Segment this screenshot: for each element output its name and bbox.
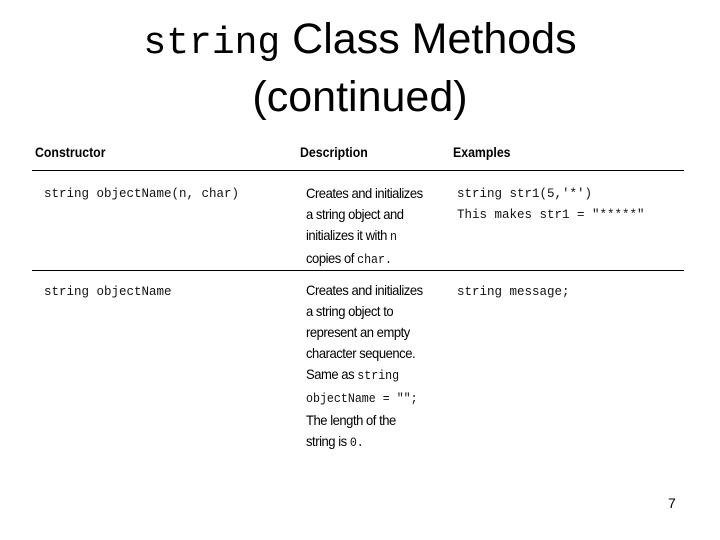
row2-desc-line6	[306, 387, 423, 410]
header-description: Description	[300, 144, 368, 160]
row2-desc-line3: represent an empty	[306, 324, 410, 340]
row1-desc-line3	[306, 225, 423, 248]
title-code-word: string	[143, 22, 281, 65]
row2-constructor: string objectName	[44, 285, 172, 299]
row2-desc-line5-text: Same as	[306, 366, 358, 382]
row1-desc-line3-text: initializes it with	[306, 227, 391, 243]
row1-desc-line4-code: char.	[357, 253, 392, 267]
header-constructor: Constructor	[35, 144, 106, 160]
row2-description	[306, 280, 423, 454]
title-text: Class Methods	[280, 15, 577, 63]
header-examples: Examples	[453, 144, 511, 160]
row1-desc-line1: Creates and initializes	[306, 185, 423, 201]
page-number: 7	[668, 495, 676, 511]
row1-desc-line4	[306, 248, 423, 271]
row1-desc-line4-text: copies of	[306, 250, 358, 266]
row2-desc-line7: The length of the	[306, 412, 396, 428]
slide-title	[0, 14, 720, 69]
row2-desc-line5-code: string	[357, 369, 400, 383]
row1-example-line1: string str1(5,'*')	[457, 187, 593, 201]
row1-description	[306, 183, 423, 271]
row2-desc-line1: Creates and initializes	[306, 282, 423, 298]
row1-example-line2: This makes str1 = "*****"	[457, 208, 645, 222]
row2-desc-line8	[306, 431, 423, 454]
row2-desc-line8-text: string is	[306, 433, 350, 449]
header-divider	[32, 170, 684, 171]
row2-example-line1: string message;	[457, 285, 570, 299]
row1-constructor: string objectName(n, char)	[44, 187, 240, 201]
row2-desc-line4: character sequence.	[306, 345, 416, 361]
row2-desc-line5	[306, 364, 423, 387]
row1-desc-line2: a string object and	[306, 206, 404, 222]
row2-desc-line6-code: objectName = "";	[306, 392, 418, 406]
row2-desc-line8-code: 0.	[349, 436, 364, 450]
row1-desc-line3-code: n	[390, 230, 398, 244]
slide-title-continued: (continued)	[252, 73, 468, 121]
row2-desc-line2: a string object to	[306, 303, 394, 319]
row-divider	[32, 270, 684, 271]
